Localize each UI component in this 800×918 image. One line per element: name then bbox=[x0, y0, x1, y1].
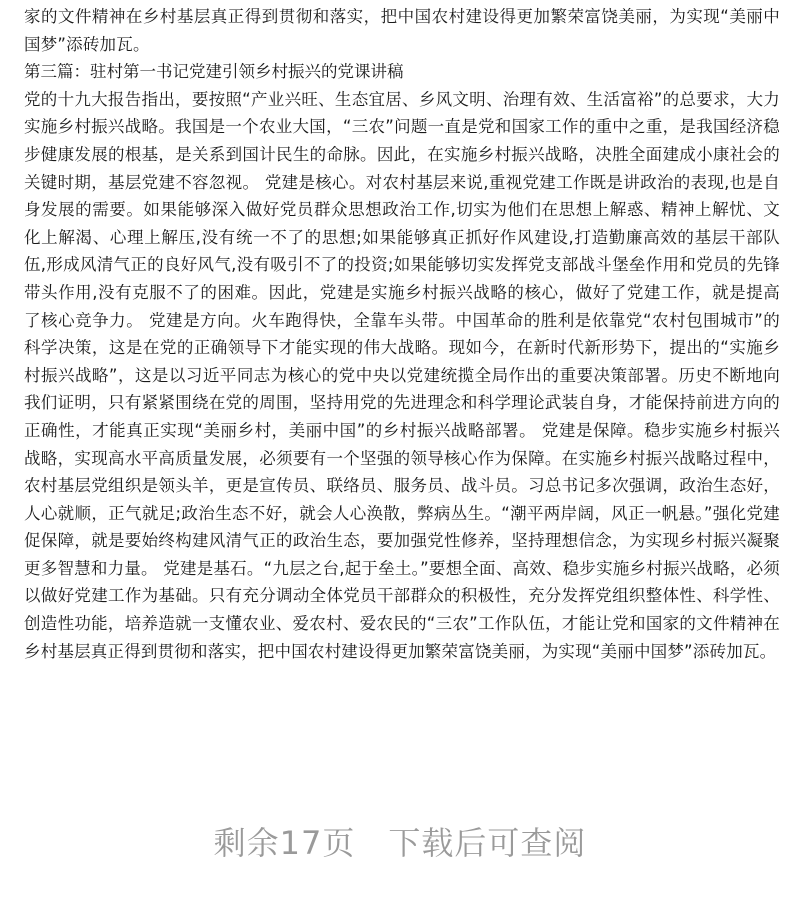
document-page bbox=[24, 0, 780, 665]
intro-continuation-paragraph: 家的文件精神在乡村基层真正得到贯彻和落实，把中国农村建设得更加繁荣富饶美丽，为实现“美丽中国梦”添砖加瓦。 bbox=[24, 7, 780, 54]
remaining-pages-notice[interactable]: 剩余17页 下载后可查阅 bbox=[213, 824, 587, 862]
body-paragraph: 党的十九大报告指出，要按照“产业兴旺、生态宜居、乡风文明、治理有效、生活富裕”的总要求，大力实施乡村振兴战略。我国是一个农业大国，“三农”问题一直是党和国家工作的重中之重，是我国经济稳步健康发展的根基，是关系到国计民生的命脉。因此，在实施乡村振兴战略，决胜全面建成小康社会的关键时期，基层党建不容忽视。 党建是核心。对农村基层来说,重视党建工作既是讲政治的表现,也是自身发展的需要。如果能够深入做好党员群众思想政治工作,切实为他们在思想上解惑、精神上解忧、文化上解渴、心理上解压,没有统一不了的思想;如果能够真正抓好作风建设,打造勤廉高效的基层干部队伍,形成风清气正的良好风气,没有吸引不了的投资;如果能够切实发挥党支部战斗堡垒作用和党员的先锋带头作用,没有克服不了的困难。因此，党建是实施乡村振兴战略的核心，做好了党建工作，就是提高了核心竞争力。 党建是方向。火车跑得快，全靠车头带。中国革命的胜利是依靠党“农村包围城市”的科学决策，这是在党的正确领导下才能实现的伟大战略。现如今，在新时代新形势下，提出的“实施乡村振兴战略”，这是以习近平同志为核心的党中央以党建统揽全局作出的重要决策部署。历史不断地向我们证明，只有紧紧围绕在党的周围，坚持用党的先进理念和科学理论武装自身，才能保持前进方向的正确性，才能真正实现“美丽乡村，美丽中国”的乡村振兴战略部署。 党建是保障。稳步实施乡村振兴战略，实现高水平高质量发展，必须要有一个坚强的领导核心作为保障。在实施乡村振兴战略过程中，农村基层党组织是领头羊，更是宣传员、联络员、服务员、战斗员。习总书记多次强调，政治生态好，人心就顺，正气就足;政治生态不好，就会人心涣散，弊病丛生。“潮平两岸阔，风正一帆悬。”强化党建促保障，就是要始终构建风清气正的政治生态，要加强党性修养，坚持理想信念，为实现乡村振兴凝聚更多智慧和力量。 党建是基石。“九层之台,起于垒土。”要想全面、高效、稳步实施乡村振兴战略，必须以做好党建工作为基础。只有充分调动全体党员干部群众的积极性，充分发挥党组织整体性、科学性、创造性功能，培养造就一支懂农业、爱农村、爱农民的“三农”工作队伍，才能让党和国家的文件精神在乡村基层真正得到贯彻和落实，把中国农村建设得更加繁荣富饶美丽，为实现“美丽中国梦”添砖加瓦。 bbox=[24, 89, 780, 661]
section-title: 第三篇：驻村第一书记党建引领乡村振兴的党课讲稿 bbox=[24, 62, 404, 82]
